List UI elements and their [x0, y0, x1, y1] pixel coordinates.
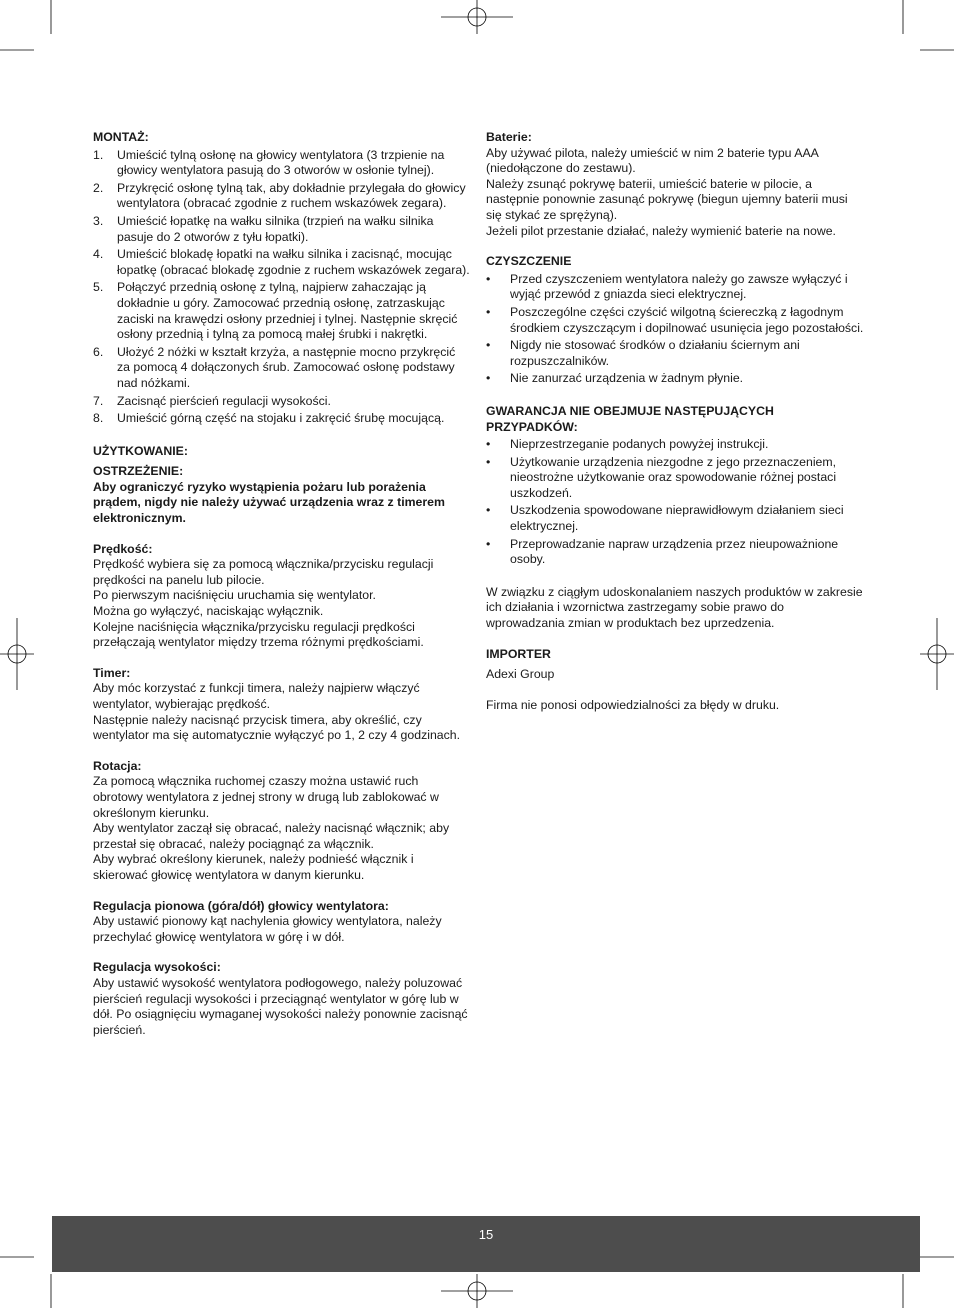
bullet: •	[486, 536, 491, 551]
importer-heading: IMPORTER	[486, 646, 551, 661]
paragraph-line: Jeżeli pilot przestanie działać, należy wymienić baterie na nowe.	[486, 223, 836, 238]
list-item	[486, 437, 864, 453]
item-text: Przeprowadzanie napraw urządzenia przez nieupoważnione osoby.	[510, 536, 839, 567]
importer-name: Adexi Group	[486, 667, 555, 682]
rotacja-heading: Rotacja:	[93, 758, 142, 773]
item-number: 6.	[93, 344, 104, 359]
registration-mark-right	[920, 618, 954, 690]
paragraph-line: Po pierwszym naciśnięciu uruchamia się wentylator.	[93, 588, 376, 603]
item-text: Umieścić łopatkę na wałku silnika (trzpień na wałku silnika pasuje do 2 otworów z tyłu łopatki).	[117, 213, 434, 244]
bullet: •	[486, 454, 491, 469]
item-number: 7.	[93, 393, 104, 408]
item-text: Użytkowanie urządzenia niezgodne z jego przeznaczeniem, nieostrożne użytkowanie oraz spowodowanie różnej postaci uszkodzeń.	[510, 454, 837, 500]
item-number: 1.	[93, 147, 104, 162]
item-number: 8.	[93, 411, 104, 426]
paragraph-line: Aby ustawić wysokość wentylatora podłogowego, należy poluzować pierścień regulacji wysokości i przeciągnąć wentylator w górę lub w dół. Po osiągnięciu wymaganej wysokości należy ponownie zacisnąć pierścień.	[93, 975, 468, 1037]
paragraph-line: Prędkość wybiera się za pomocą włącznika/przycisku regulacji prędkości na panelu lub pilocie.	[93, 557, 434, 587]
item-text: Umieścić blokadę łopatki na wałku silnika i zacisnąć, mocując łopatkę (obracać blokadę zgodnie z ruchem wskazówek zegara).	[117, 247, 470, 277]
list-item	[93, 411, 471, 427]
gwarancja-list	[486, 437, 864, 568]
paragraph-line: Kolejne naciśnięcia włącznika/przycisku regulacji prędkości przełączają wentylator między trzema różnymi prędkościami.	[93, 619, 424, 650]
zmiany-paragraph: W związku z ciągłym udoskonalaniem naszych produktów w zakresie ich działania i wzornictwa zastrzegamy sobie prawo do wprowadzania zmian w produktach bez uprzedzenia.	[486, 584, 863, 631]
czyszczenie-heading: CZYSZCZENIE	[486, 254, 572, 269]
item-text: Nigdy nie stosować środków o działaniu ściernym ani rozpuszczalników.	[510, 338, 800, 368]
paragraph-line: Aby móc korzystać z funkcji timera, należy najpierw włączyć wentylator, wybierając prędkość.	[93, 681, 420, 711]
gwarancja-heading: GWARANCJA NIE OBEJMUJE NASTĘPUJĄCYCH PRZYPADKÓW:	[486, 403, 774, 434]
item-number: 3.	[93, 213, 104, 228]
list-item	[486, 338, 864, 369]
list-item	[486, 503, 864, 534]
montaz-list	[93, 148, 471, 427]
registration-mark-bottom	[441, 1274, 513, 1308]
list-item	[93, 181, 471, 212]
list-item	[93, 280, 471, 342]
list-item	[486, 272, 864, 303]
list-item	[93, 247, 471, 278]
registration-mark-top	[441, 0, 513, 34]
uzytkowanie-heading: UŻYTKOWANIE:	[93, 443, 188, 458]
registration-mark-left	[0, 618, 34, 690]
item-text: Przykręcić osłonę tylną tak, aby dokładnie przylegała do głowicy wentylatora (obracać zgodnie z ruchem wskazówek zegara).	[117, 180, 466, 211]
list-item	[93, 214, 471, 245]
footer-bar	[52, 1216, 920, 1272]
item-text: Nie zanurzać urządzenia w żadnym płynie.	[510, 371, 744, 386]
bullet: •	[486, 271, 491, 286]
bullet: •	[486, 304, 491, 319]
bullet: •	[486, 338, 491, 353]
item-text: Zacisnąć pierścień regulacji wysokości.	[117, 393, 331, 408]
item-text: Uszkodzenia spowodowane nieprawidłowym działaniem sieci elektrycznej.	[510, 503, 844, 534]
paragraph-line: Aby wentylator zaczął się obracać, należy nacisnąć włącznik; aby przestał się obracać, należy pociągnąć za włącznik.	[93, 821, 450, 851]
item-text: Poszczególne części czyścić wilgotną ściereczką z łagodnym środkiem czyszczącym i dopilnować usunięcia jego pozostałości.	[510, 304, 864, 335]
item-text: Umieścić tylną osłonę na głowicy wentylatora (3 trzpienie na głowicy wentylatora pasują do 3 otworów w osłonie tylnej).	[117, 147, 445, 178]
bullet: •	[486, 503, 491, 518]
list-item	[486, 371, 864, 387]
bullet: •	[486, 437, 491, 452]
pionowa-heading: Regulacja pionowa (góra/dół) głowicy wentylatora:	[93, 898, 389, 913]
list-item	[486, 305, 864, 336]
item-text: Przed czyszczeniem wentylatora należy go zawsze wyłączyć i wyjąć przewód z gniazda sieci elektrycznej.	[510, 271, 848, 302]
item-text: Połączyć przednią osłonę z tylną, najpierw zahaczając ją dokładnie u góry. Zamocować przednią osłonę, zatrzaskując zaciski na krawędzi osłony przedniej i tylnej. Następnie skręcić osłony przednią i tylną za pomocą małej śrubki i nakrętki.	[117, 280, 458, 342]
paragraph-line: Aby wybrać określony kierunek, należy podnieść włącznik i skierować głowicę wentylatora w danym kierunku.	[93, 852, 414, 882]
item-text: Umieścić górną część na stojaku i zakręcić śrubę mocującą.	[117, 411, 445, 426]
item-text: Ułożyć 2 nóżki w kształt krzyża, a następnie mocno przykręcić za pomocą 4 dołączonych śrub. Zamocować osłonę podstawy nad nóżkami.	[117, 344, 456, 390]
paragraph-line: Aby ustawić pionowy kąt nachylenia głowicy wentylatora, należy przechylać głowicę wentylatora w górę i w dół.	[93, 914, 442, 944]
warning-heading: OSTRZEŻENIE:	[93, 464, 184, 479]
warning-text: Aby ograniczyć ryzyko wystąpienia pożaru lub porażenia prądem, nigdy nie należy używać urządzenia wraz z timerem elektronicznym.	[93, 479, 445, 526]
item-text: Nieprzestrzeganie podanych powyżej instrukcji.	[510, 437, 769, 452]
list-item	[486, 455, 864, 502]
item-number: 5.	[93, 280, 104, 295]
montaz-heading: MONTAŻ:	[93, 130, 149, 144]
paragraph-line: Należy zsunąć pokrywę baterii, umieścić baterie w pilocie, a następnie ponownie zasunąć pokrywę (biegun ujemny baterii musi się stykać ze sprężyną).	[486, 176, 848, 222]
timer-heading: Timer:	[93, 665, 131, 680]
list-item	[93, 394, 471, 410]
item-number: 4.	[93, 247, 104, 262]
baterie-heading: Baterie:	[486, 130, 532, 144]
page-number: 15	[478, 1227, 494, 1242]
list-item	[486, 537, 864, 568]
list-item	[93, 345, 471, 392]
bullet: •	[486, 371, 491, 386]
disclaimer-text: Firma nie ponosi odpowiedzialności za błędy w druku.	[486, 697, 780, 712]
list-item	[93, 148, 471, 179]
paragraph-line: Za pomocą włącznika ruchomej czaszy można ustawić ruch obrotowy wentylatora z jednej strony w drugą lub zablokować w określonym kierunku.	[93, 774, 439, 820]
left-column	[93, 130, 471, 1038]
predkosc-heading: Prędkość:	[93, 541, 153, 556]
paragraph-line: Można go wyłączyć, naciskając wyłącznik.	[93, 604, 324, 619]
right-column	[486, 130, 864, 713]
wysokosc-heading: Regulacja wysokości:	[93, 960, 221, 975]
czyszczenie-list	[486, 272, 864, 387]
paragraph-line: Następnie należy nacisnąć przycisk timera, aby określić, czy wentylator ma się automatycznie wyłączyć po 1, 2 czy 4 godzinach.	[93, 712, 461, 743]
paragraph-line: Aby używać pilota, należy umieścić w nim 2 baterie typu AAA (niedołączone do zestawu).	[486, 145, 819, 176]
item-number: 2.	[93, 180, 104, 195]
